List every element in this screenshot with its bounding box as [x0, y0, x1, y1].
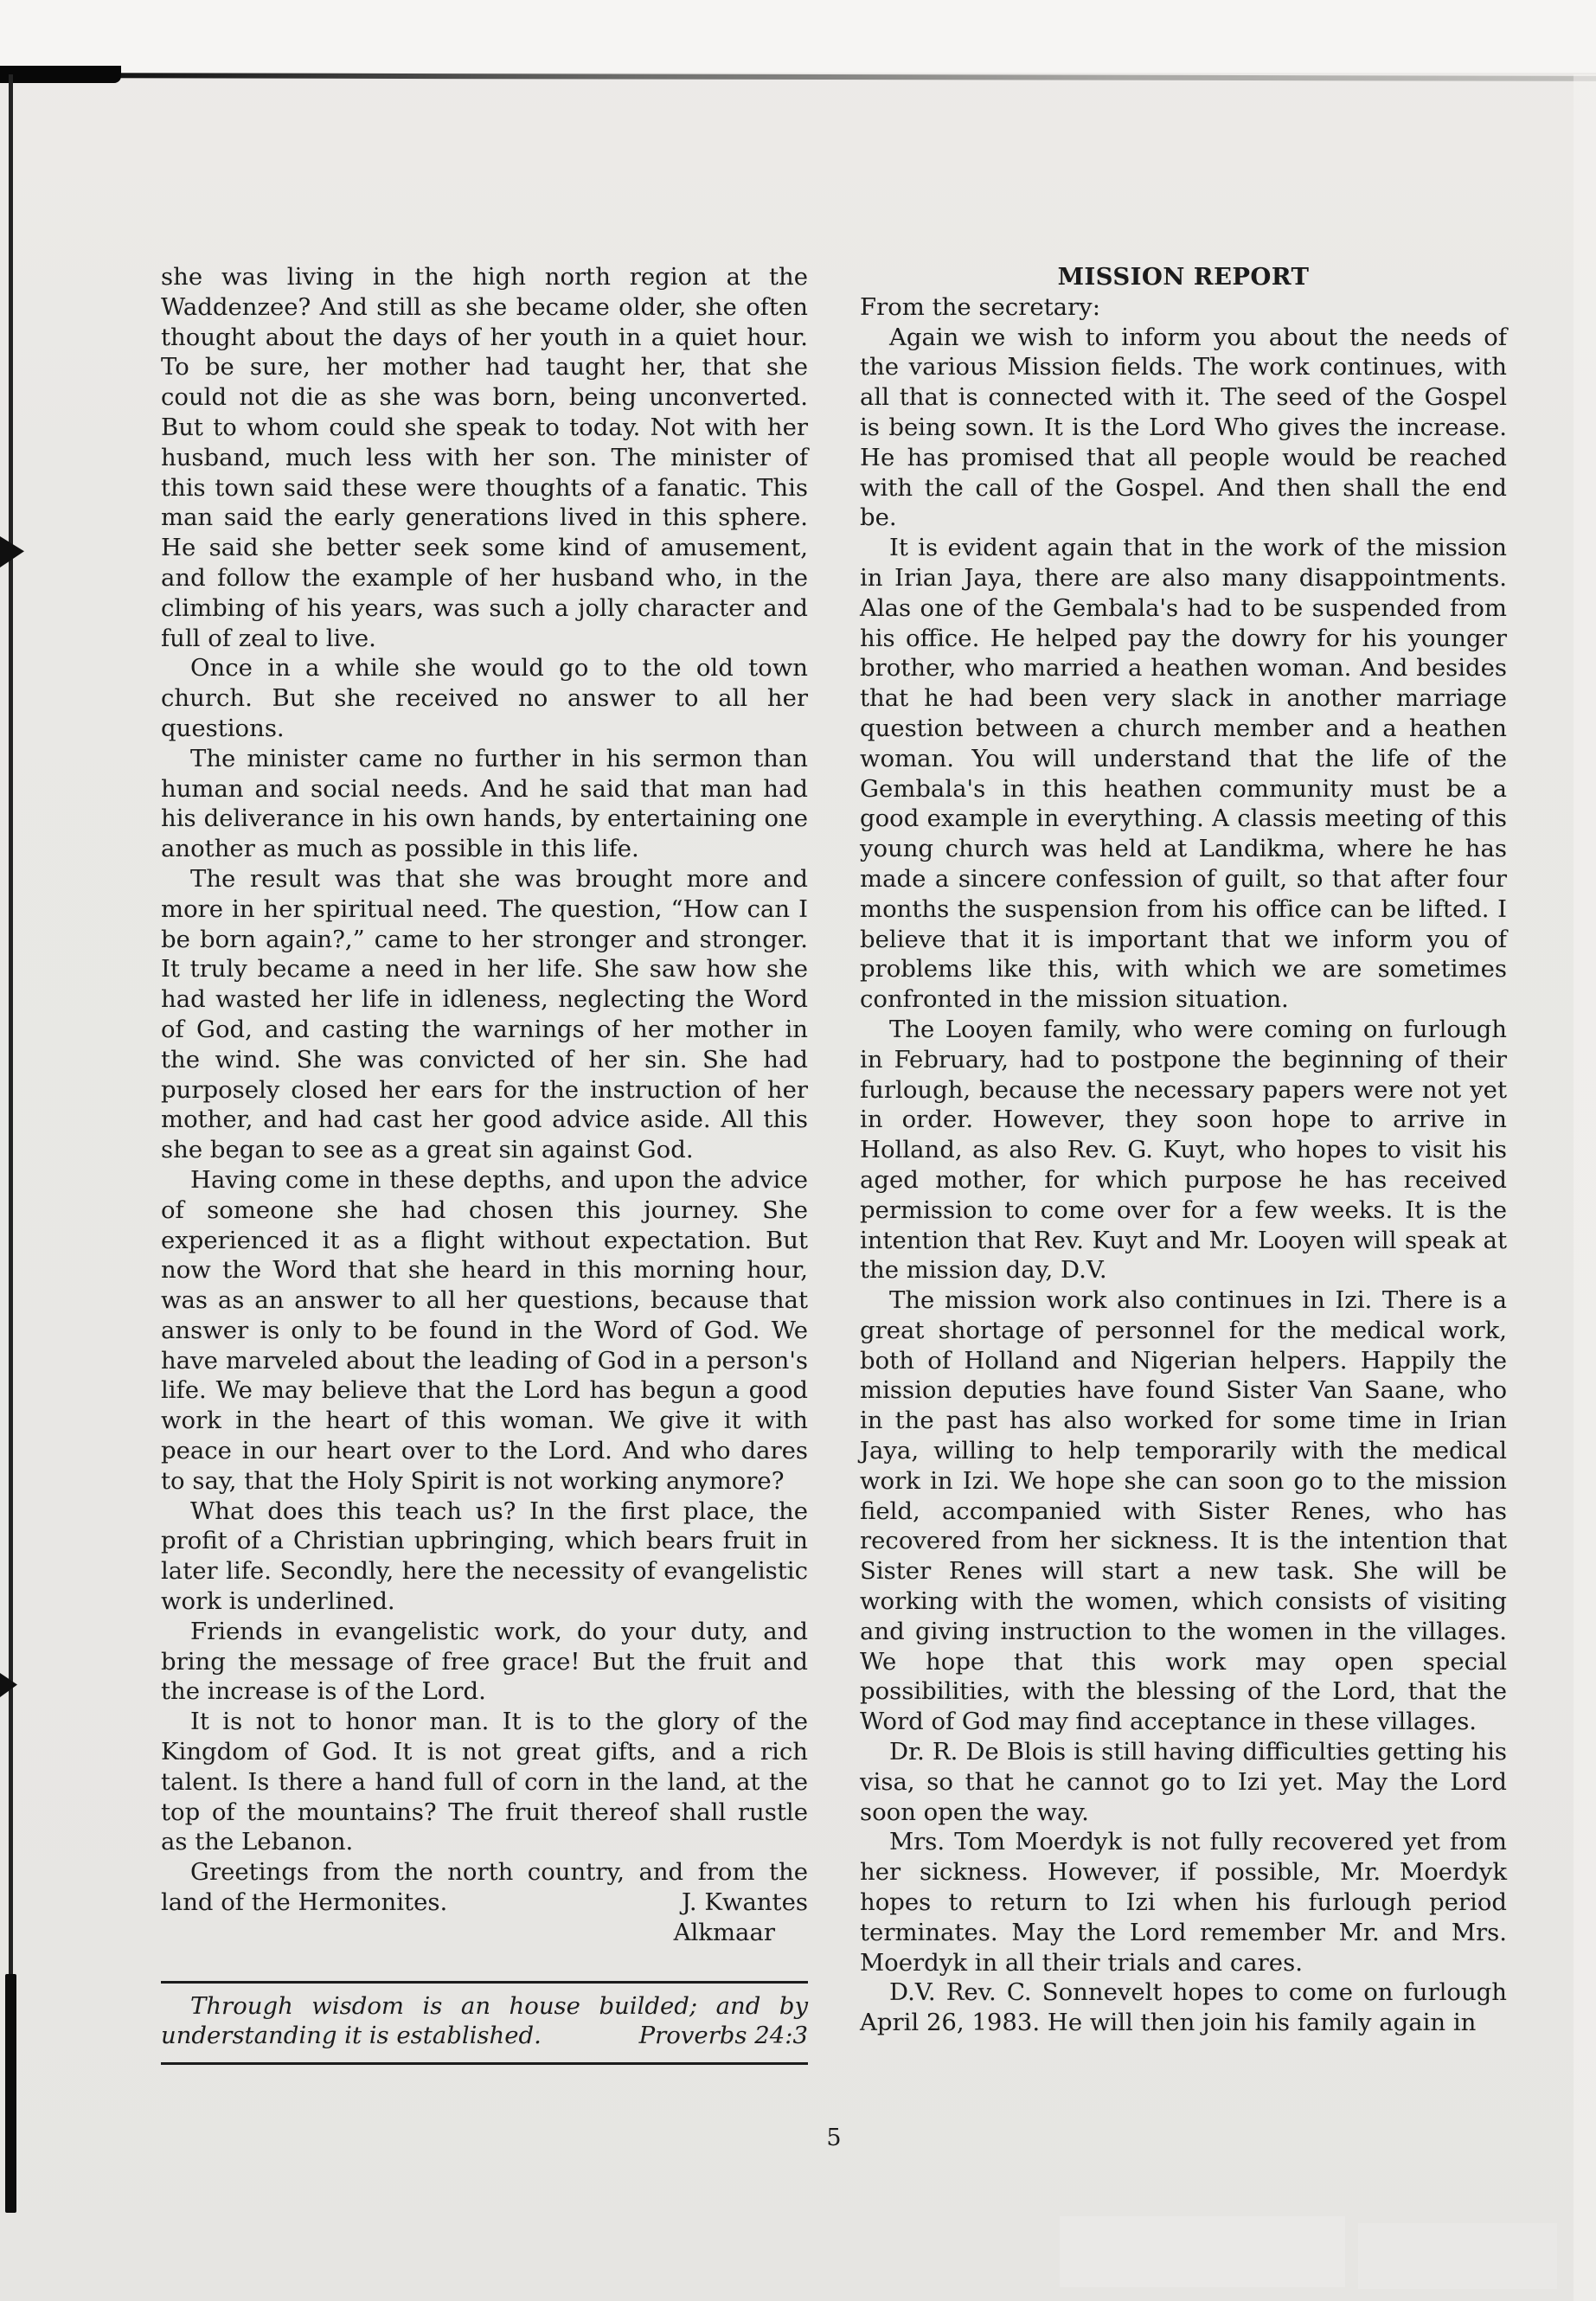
- body-paragraph: The minister came no further in his sermon than human and social needs. And he said that man had his deliverance in his own hands, by entertaining one another as much as possible in this life.: [161, 744, 808, 863]
- body-paragraph: The Looyen family, who were coming on furlough in February, had to postpone the beginning of their furlough, because the necessary papers were not yet in order. However, they soon hope to arrive in Holland, as also Rev. G. Kuyt, who hopes to visit his aged mother, for which purpose he has received permission to come over for a few weeks. It is the intention that Rev. Kuyt and Mr. Looyen will speak at the mission day, D.V.: [860, 1015, 1507, 1285]
- section-heading: MISSION REPORT: [1057, 263, 1310, 291]
- scan-top-left-mark: [0, 66, 121, 83]
- closing-text: Greetings from the north country, and from the land of the Hermonites.: [161, 1858, 808, 1917]
- body-paragraph: D.V. Rev. C. Sonnevelt hopes to come on furlough April 26, 1983. He will then join his family again in: [860, 1978, 1507, 2037]
- left-column: [161, 262, 808, 2065]
- scripture-quote: [161, 1991, 808, 2052]
- scripture-quote-text: Through wisdom is an house builded; and by understanding it is established.: [161, 1991, 808, 2050]
- body-paragraph: Mrs. Tom Moerdyk is not fully recovered yet from her sickness. However, if possible, Mr. Moerdyk hopes to return to Izi when his furlough period terminates. May the Lord remember Mr. and Mrs. Moerdyk in all their trials and cares.: [860, 1828, 1507, 1977]
- body-paragraph: Having come in these depths, and upon the advice of someone she had chosen this journey. She experienced it as a flight without expectation. But now the Word that she heard in this morning hour, was as an answer to all her questions, because that answer is only to be found in the Word of God. We have marveled about the leading of God in a person's life. We may believe that the Lord has begun a good work in the heart of this woman. We give it with peace in our heart over to the Lord. And who dares to say, that the Holy Spirit is not working anymore?: [161, 1165, 808, 1495]
- body-paragraph: What does this teach us? In the first place, the profit of a Christian upbringing, which bears fruit in later life. Secondly, here the necessity of evangelistic work is underlined.: [161, 1497, 808, 1616]
- body-paragraph: The mission work also continues in Izi. There is a great shortage of personnel for the medical work, both of Holland and Nigerian helpers. Happily the mission deputies have found Sister Van Saane, who in the past has also worked for some time in Irian Jaya, willing to help temporarily with the medical work in Izi. We hope she can soon go to the mission field, accompanied with Sister Renes, who has recovered from her sickness. It is the intention that Sister Renes will start a new task. She will be working with the women, which consists of visiting and giving instruction to the women in the villages. We hope that this work may open special possibilities, with the blessing of the Lord, that the Word of God may find acceptance in these villages.: [860, 1286, 1507, 1736]
- body-paragraph: Friends in evangelistic work, do your duty, and bring the message of free grace! But the fruit and the increase is of the Lord.: [161, 1617, 808, 1706]
- page-number: 5: [826, 2125, 842, 2151]
- scripture-quote-block: [161, 1981, 808, 2066]
- body-paragraph: It is not to honor man. It is to the glory of the Kingdom of God. It is not great gifts, and a rich talent. Is there a hand full of corn in the land, at the top of the mountains? The fruit thereof shall rustle as the Lebanon.: [161, 1708, 808, 1856]
- scan-right-edge-band: [1574, 74, 1596, 2301]
- body-paragraph: she was living in the high north region at the Waddenzee? And still as she became older, she often thought about the days of her youth in a quiet hour. To be sure, her mother had taught her, that she could not die as she was born, being unconverted. But to whom could she speak to today. Not with her husband, much less with her son. The minister of this town said these were thoughts of a fanatic. This man said the early generations lived in this sphere. He said she better seek some kind of amusement, and follow the example of her husband who, in the climbing of his years, was such a jolly character and full of zeal to live.: [161, 263, 808, 652]
- body-paragraph: It is evident again that in the work of the mission in Irian Jaya, there are also many disappointments. Alas one of the Gembala's had to be suspended from his office. He helped pay the dowry for his younger brother, who married a heathen woman. And besides that he had been very slack in another marriage question between a church member and a heathen woman. You will understand that the life of the Gembala's in this heathen community must be a good example in everything. A classis meeting of this young church was held at Landikma, where he has made a sincere confession of guilt, so that after four months the suspension from his office can be lifted. I believe that it is important that we inform you of problems like this, with which we are sometimes confronted in the mission situation.: [860, 534, 1507, 1014]
- body-paragraph: Once in a while she would go to the old town church. But she received no answer to all her questions.: [161, 654, 808, 742]
- scan-left-edge-line: [9, 74, 13, 2213]
- scan-top-edge-line: [0, 73, 1596, 81]
- scan-ghost-artifact: [1358, 2223, 1557, 2289]
- body-paragraph: The result was that she was brought more and more in her spiritual need. The question, “How can I be born again?,” came to her stronger and stronger. It truly became a need in her life. She saw how she had wasted her life in idleness, neglecting the Word of God, and casting the warnings of her mother in the wind. She was convicted of her sin. She had purposely closed her ears for the instruction of her mother, and had cast her good advice aside. All this she began to see as a great sin against God.: [161, 864, 808, 1164]
- body-paragraph: Again we wish to inform you about the needs of the various Mission fields. The work continues, with all that is connected with it. The seed of the Gospel is being sown. It is the Lord Who gives the increase. He has promised that all people would be reached with the call of the Gospel. And then shall the end be.: [860, 323, 1507, 532]
- right-column: [860, 262, 1507, 2038]
- scan-left-edge-bar: [5, 1974, 16, 2213]
- body-paragraph: Dr. R. De Blois is still having difficulties getting his visa, so that he cannot go to Izi yet. May the Lord soon open the way.: [860, 1738, 1507, 1826]
- scripture-reference: Proverbs 24:3: [638, 2022, 808, 2050]
- scan-top-margin: [0, 0, 1596, 73]
- scan-ghost-artifact: [1060, 2216, 1345, 2287]
- signature-name: J. Kwantes: [682, 1888, 808, 1917]
- closing-paragraph: [161, 1857, 808, 1918]
- byline: From the secretary:: [860, 292, 1100, 321]
- signature-place: Alkmaar: [673, 1918, 775, 1946]
